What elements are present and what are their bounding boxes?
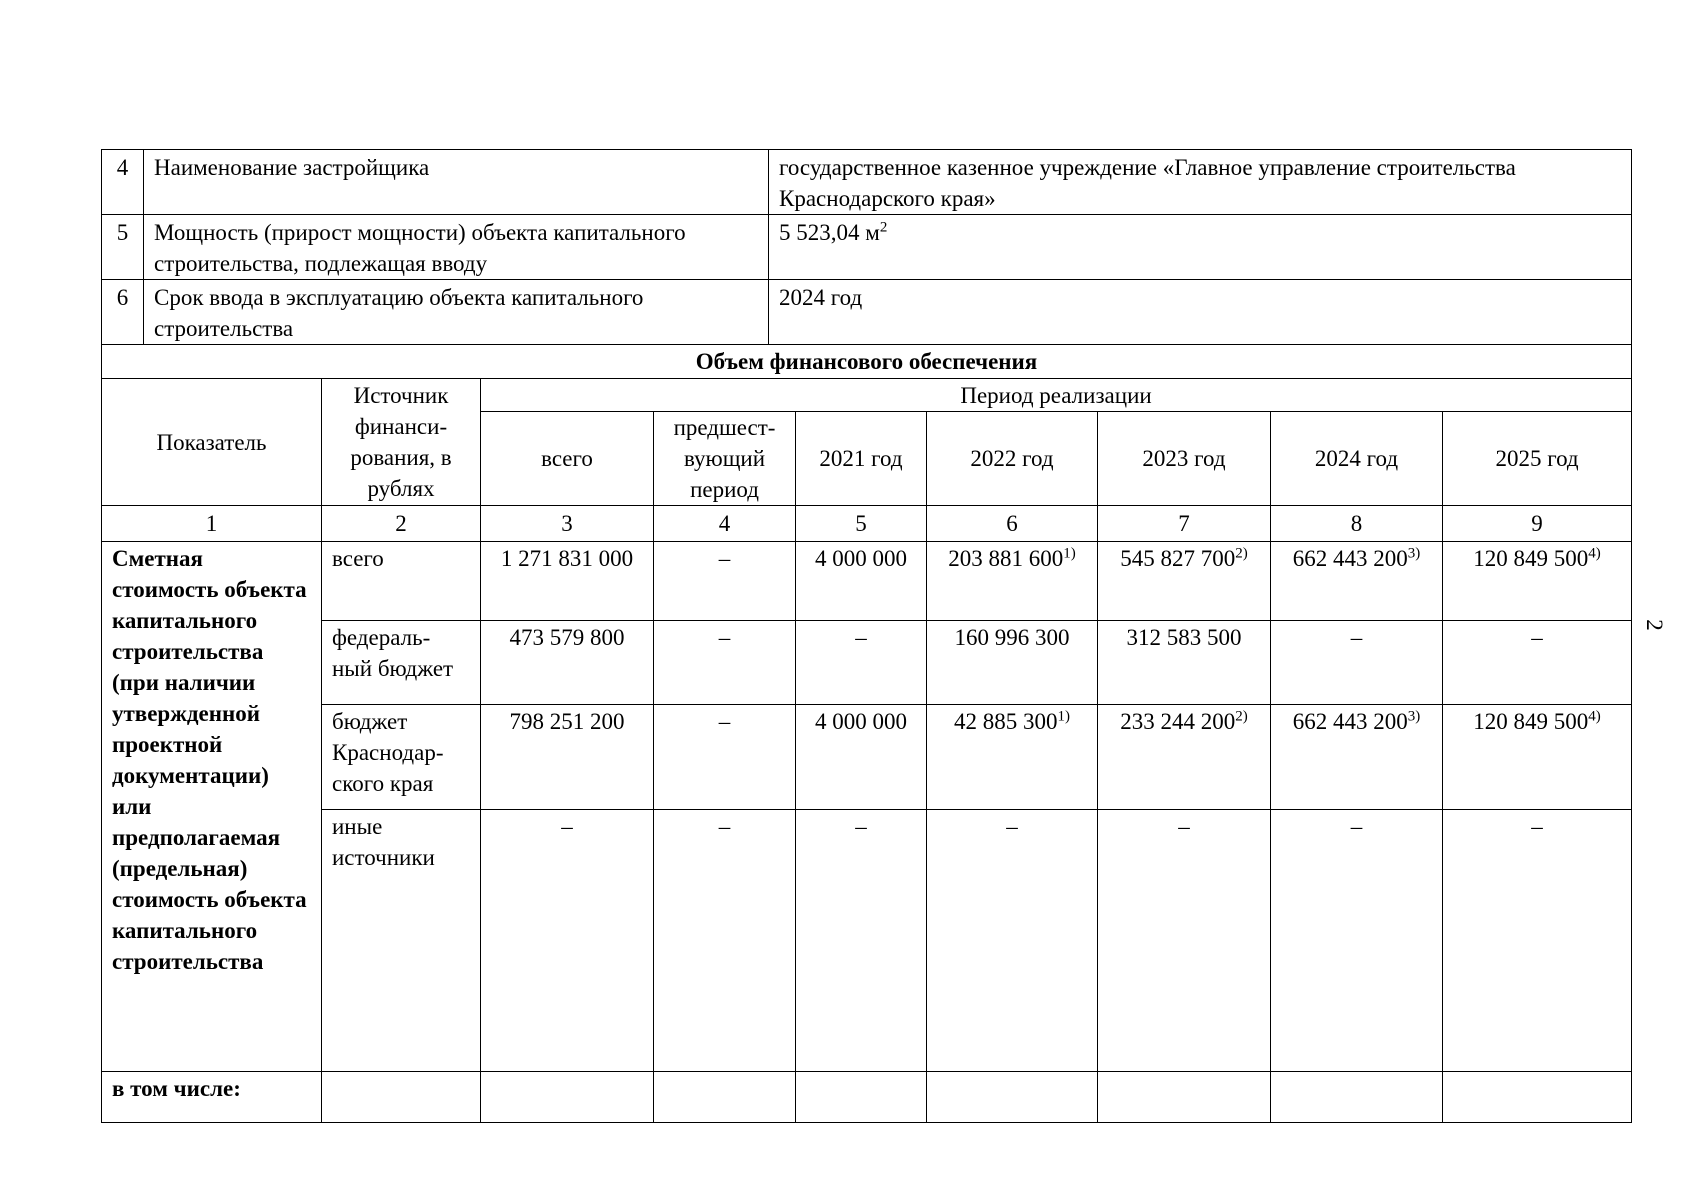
value-cell	[927, 542, 1098, 621]
value: 798 251 200	[509, 709, 625, 734]
col-number: 3	[481, 506, 654, 542]
footnote-mark: 2)	[1235, 545, 1248, 562]
info-num: 5	[102, 215, 144, 280]
value-cell	[1271, 621, 1443, 705]
info-label: Срок ввода в эксплуатацию объекта капитального строительства	[144, 280, 769, 345]
value: –	[855, 814, 867, 839]
col-header-2024: 2024 год	[1271, 412, 1443, 506]
value: –	[1531, 625, 1543, 650]
value-cell	[481, 810, 654, 1072]
value-cell	[1098, 705, 1271, 810]
col-number: 7	[1098, 506, 1271, 542]
value-cell	[1271, 705, 1443, 810]
value: –	[1531, 814, 1543, 839]
value-cell	[654, 621, 796, 705]
info-row-6	[102, 280, 1632, 345]
page-number: 2	[1641, 619, 1667, 631]
financing-table	[101, 344, 1632, 1123]
value-cell	[796, 542, 927, 621]
footnote-mark: 2)	[1235, 708, 1248, 725]
value-cell	[927, 621, 1098, 705]
value-cell	[1443, 705, 1632, 810]
info-value: 2024 год	[769, 280, 1632, 345]
value-cell	[1271, 542, 1443, 621]
col-number: 1	[102, 506, 322, 542]
object-info-table	[101, 149, 1632, 345]
value-cell	[481, 621, 654, 705]
value: 160 996 300	[954, 625, 1070, 650]
empty-cell	[1098, 1072, 1271, 1123]
col-number: 4	[654, 506, 796, 542]
value-cell	[1098, 542, 1271, 621]
value: –	[1350, 625, 1363, 650]
value: 662 443 200	[1292, 546, 1408, 571]
source-label: федераль-ный бюджет	[322, 621, 481, 705]
info-num: 4	[102, 150, 144, 215]
info-row-5	[102, 215, 1632, 280]
footnote-mark: 4)	[1588, 708, 1601, 725]
indicator-header: Показатель	[102, 379, 322, 506]
column-number-row	[102, 506, 1632, 542]
value-cell	[927, 705, 1098, 810]
capacity-value: 5 523,04 м	[779, 220, 880, 245]
value: 120 849 500	[1473, 709, 1589, 734]
empty-cell	[322, 1072, 481, 1123]
value-cell	[1443, 542, 1632, 621]
value-cell	[481, 542, 654, 621]
value: 662 443 200	[1292, 709, 1408, 734]
source-label: иные источники	[322, 810, 481, 1072]
col-header-2025: 2025 год	[1443, 412, 1632, 506]
col-header-total: всего	[481, 412, 654, 506]
value: 203 881 600	[948, 546, 1064, 571]
value: –	[1350, 814, 1363, 839]
header-row-1	[102, 379, 1632, 412]
info-label: Наименование застройщика	[144, 150, 769, 215]
empty-cell	[1271, 1072, 1443, 1123]
value-cell	[796, 705, 927, 810]
col-number: 8	[1271, 506, 1443, 542]
empty-cell	[927, 1072, 1098, 1123]
value: 4 000 000	[815, 546, 907, 571]
col-header-2022: 2022 год	[927, 412, 1098, 506]
info-label: Мощность (прирост мощности) объекта капитального строительства, подлежащая вводу	[144, 215, 769, 280]
value: –	[718, 709, 731, 734]
value-cell	[1098, 621, 1271, 705]
value: –	[1178, 814, 1190, 839]
value-cell	[654, 542, 796, 621]
empty-cell	[481, 1072, 654, 1123]
source-label: бюджет Краснодар-ского края	[322, 705, 481, 810]
footnote-mark: 1)	[1063, 545, 1076, 562]
section-title-row	[102, 345, 1632, 379]
value-cell	[796, 810, 927, 1072]
value-cell	[1443, 810, 1632, 1072]
main-indicator-label: Сметная стоимость объекта капитального строительства (при наличии утвержденной проектной документации) или предполагаемая (предельная) стоимость объекта капитального строительства	[102, 542, 322, 1072]
footnote-mark: 3)	[1407, 545, 1421, 562]
value-cell	[1271, 810, 1443, 1072]
col-header-2023: 2023 год	[1098, 412, 1271, 506]
info-value: государственное казенное учреждение «Главное управление строительства Краснодарского края»	[769, 150, 1632, 215]
info-row-4	[102, 150, 1632, 215]
footnote-mark: 1)	[1057, 708, 1070, 725]
table-row-federal	[102, 621, 1632, 705]
value-cell	[654, 705, 796, 810]
value: 473 579 800	[509, 625, 625, 650]
empty-cell	[796, 1072, 927, 1123]
value: 42 885 300	[954, 709, 1058, 734]
value-cell	[481, 705, 654, 810]
col-number: 6	[927, 506, 1098, 542]
table-row-total	[102, 542, 1632, 621]
value-cell	[927, 810, 1098, 1072]
value: 233 244 200	[1120, 709, 1236, 734]
empty-cell	[1443, 1072, 1632, 1123]
value: 120 849 500	[1473, 546, 1589, 571]
value: –	[1006, 814, 1018, 839]
unit-superscript: 2	[879, 219, 888, 236]
footnote-mark: 4)	[1588, 545, 1601, 562]
value: 545 827 700	[1120, 546, 1236, 571]
footnote-mark: 3)	[1407, 708, 1421, 725]
value: –	[718, 546, 731, 571]
including-label: в том числе:	[102, 1072, 322, 1123]
value-cell	[1443, 621, 1632, 705]
value: –	[718, 814, 731, 839]
value-cell	[796, 621, 927, 705]
table-row-regional	[102, 705, 1632, 810]
col-number: 2	[322, 506, 481, 542]
col-header-previous-period: предшест-вующий период	[654, 412, 796, 506]
col-number: 9	[1443, 506, 1632, 542]
empty-cell	[654, 1072, 796, 1123]
info-value	[769, 215, 1632, 280]
period-header: Период реализации	[481, 379, 1632, 412]
section-title: Объем финансового обеспечения	[102, 345, 1632, 379]
col-number: 5	[796, 506, 927, 542]
info-num: 6	[102, 280, 144, 345]
table-row-other	[102, 810, 1632, 1072]
value: 4 000 000	[815, 709, 907, 734]
value: –	[855, 625, 867, 650]
value: –	[561, 814, 573, 839]
table-row-including	[102, 1072, 1632, 1123]
source-label: всего	[322, 542, 481, 621]
value: 312 583 500	[1126, 625, 1242, 650]
value: –	[718, 625, 731, 650]
value-cell	[1098, 810, 1271, 1072]
value-cell	[654, 810, 796, 1072]
col-header-2021: 2021 год	[796, 412, 927, 506]
value: 1 271 831 000	[500, 546, 634, 571]
source-header: Источник финанси-рования, в рублях	[322, 379, 481, 506]
